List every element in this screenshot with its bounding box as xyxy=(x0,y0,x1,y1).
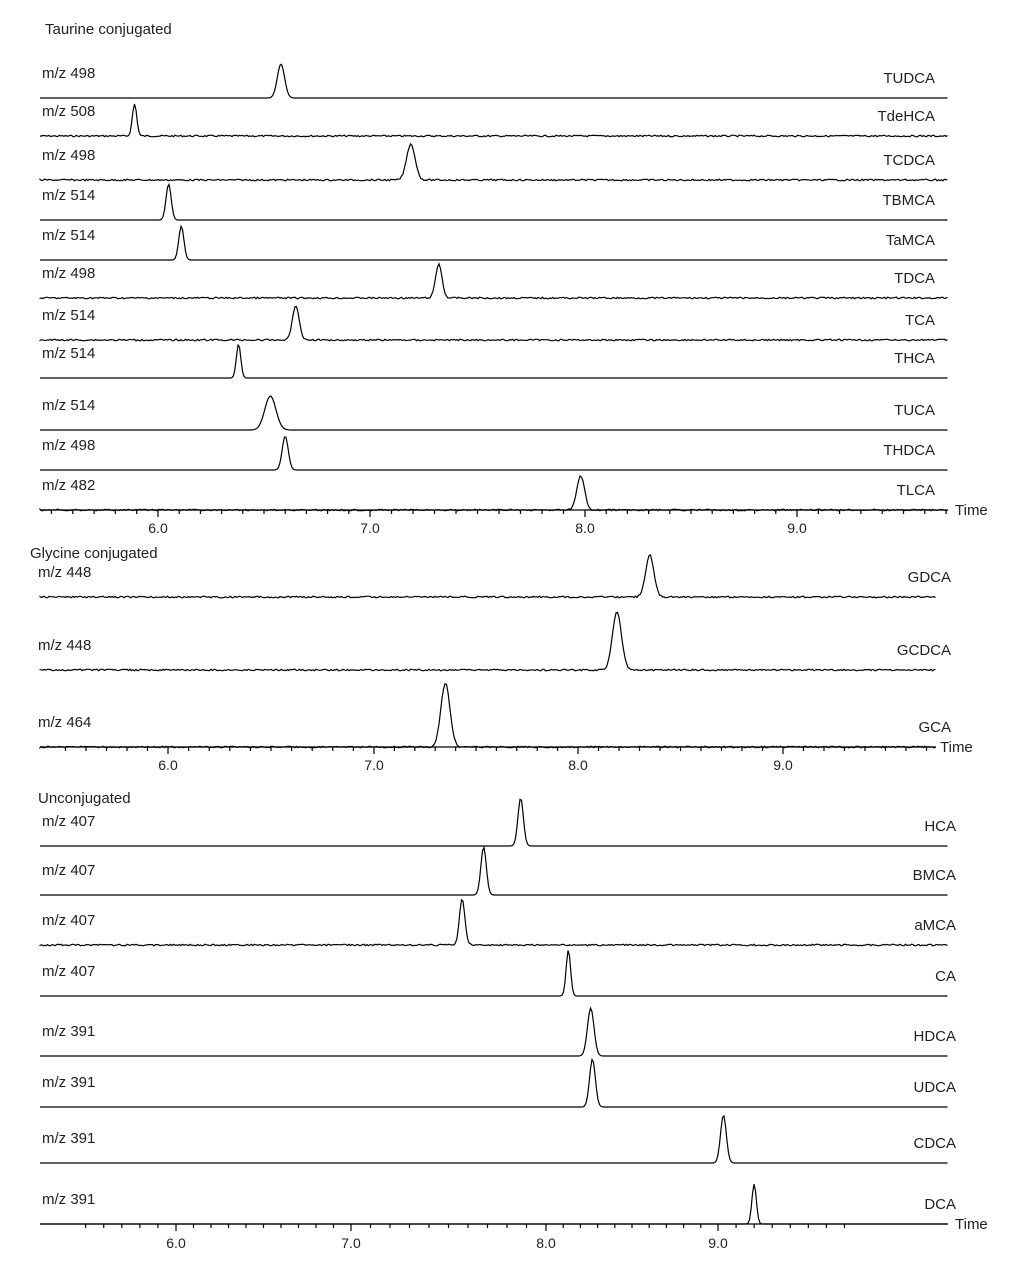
panel-title: Unconjugated xyxy=(38,790,131,807)
panel-2 xyxy=(38,790,988,1251)
trace-mz-label: m/z 464 xyxy=(38,714,92,731)
trace-TLCA xyxy=(40,476,948,511)
trace-mz-label: m/z 514 xyxy=(42,227,96,244)
trace-GCDCA xyxy=(40,612,936,670)
trace-compound-label: TBMCA xyxy=(882,192,935,209)
trace-TCA xyxy=(40,307,948,341)
x-tick-label: 7.0 xyxy=(364,757,384,773)
trace-HCA xyxy=(40,799,948,846)
trace-mz-label: m/z 482 xyxy=(42,477,96,494)
trace-TdeHCA xyxy=(40,104,948,137)
trace-aMCA xyxy=(40,900,948,946)
trace-THCA xyxy=(40,345,948,378)
trace-mz-label: m/z 498 xyxy=(42,147,96,164)
trace-compound-label: BMCA xyxy=(912,867,956,884)
trace-compound-label: HCA xyxy=(924,818,956,835)
trace-UDCA xyxy=(40,1060,948,1107)
x-tick-label: 7.0 xyxy=(341,1235,361,1251)
trace-compound-label: GDCA xyxy=(907,569,951,586)
x-tick-label: 9.0 xyxy=(787,520,807,536)
trace-compound-label: TUDCA xyxy=(883,70,935,87)
trace-TUCA xyxy=(40,396,948,430)
trace-DCA xyxy=(40,1184,948,1224)
trace-HDCA xyxy=(40,1008,948,1056)
trace-compound-label: THCA xyxy=(894,350,935,367)
trace-compound-label: HDCA xyxy=(913,1028,956,1045)
trace-mz-label: m/z 407 xyxy=(42,862,96,879)
trace-compound-label: DCA xyxy=(924,1196,956,1213)
trace-CDCA xyxy=(40,1116,948,1163)
trace-mz-label: m/z 391 xyxy=(42,1074,96,1091)
panel-1 xyxy=(30,545,973,773)
trace-compound-label: TaMCA xyxy=(885,232,935,249)
x-tick-label: 6.0 xyxy=(158,757,178,773)
panel-title: Taurine conjugated xyxy=(45,21,172,38)
trace-compound-label: THDCA xyxy=(883,442,935,459)
panel-title: Glycine conjugated xyxy=(30,545,158,562)
x-tick-label: 6.0 xyxy=(148,520,168,536)
x-axis-label: Time xyxy=(940,739,973,756)
trace-compound-label: TLCA xyxy=(896,482,935,499)
trace-compound-label: CA xyxy=(935,968,956,985)
trace-mz-label: m/z 514 xyxy=(42,397,96,414)
x-tick-label: 8.0 xyxy=(568,757,588,773)
trace-mz-label: m/z 407 xyxy=(42,912,96,929)
trace-THDCA xyxy=(40,437,948,470)
trace-mz-label: m/z 514 xyxy=(42,187,96,204)
trace-mz-label: m/z 391 xyxy=(42,1191,96,1208)
trace-compound-label: TUCA xyxy=(894,402,935,419)
trace-GCA xyxy=(40,684,936,748)
x-tick-label: 9.0 xyxy=(773,757,793,773)
trace-TUDCA xyxy=(40,64,948,98)
trace-compound-label: CDCA xyxy=(913,1135,956,1152)
trace-compound-label: TdeHCA xyxy=(877,108,935,125)
x-tick-label: 8.0 xyxy=(575,520,595,536)
trace-BMCA xyxy=(40,848,948,896)
trace-compound-label: GCA xyxy=(918,719,951,736)
trace-mz-label: m/z 514 xyxy=(42,345,96,362)
x-tick-label: 8.0 xyxy=(536,1235,556,1251)
trace-mz-label: m/z 498 xyxy=(42,65,96,82)
trace-TaMCA xyxy=(40,226,948,260)
trace-mz-label: m/z 498 xyxy=(42,437,96,454)
panel-0 xyxy=(40,21,988,536)
trace-mz-label: m/z 391 xyxy=(42,1023,96,1040)
trace-mz-label: m/z 407 xyxy=(42,963,96,980)
trace-TCDCA xyxy=(40,144,948,181)
trace-GDCA xyxy=(40,555,936,598)
trace-compound-label: UDCA xyxy=(913,1079,956,1096)
trace-compound-label: TCA xyxy=(905,312,935,329)
trace-mz-label: m/z 508 xyxy=(42,103,96,120)
x-tick-label: 9.0 xyxy=(708,1235,728,1251)
x-tick-label: 6.0 xyxy=(166,1235,186,1251)
trace-mz-label: m/z 448 xyxy=(38,637,92,654)
trace-compound-label: TDCA xyxy=(894,270,935,287)
trace-mz-label: m/z 407 xyxy=(42,813,96,830)
trace-compound-label: GCDCA xyxy=(896,642,951,659)
trace-compound-label: aMCA xyxy=(914,917,956,934)
trace-TBMCA xyxy=(40,184,948,220)
trace-mz-label: m/z 391 xyxy=(42,1130,96,1147)
trace-mz-label: m/z 498 xyxy=(42,265,96,282)
trace-CA xyxy=(40,951,948,996)
x-axis-label: Time xyxy=(955,1216,988,1233)
trace-TDCA xyxy=(40,264,948,299)
x-tick-label: 7.0 xyxy=(360,520,380,536)
x-axis-label: Time xyxy=(955,502,988,519)
trace-compound-label: TCDCA xyxy=(883,152,935,169)
trace-mz-label: m/z 514 xyxy=(42,307,96,324)
trace-mz-label: m/z 448 xyxy=(38,564,92,581)
